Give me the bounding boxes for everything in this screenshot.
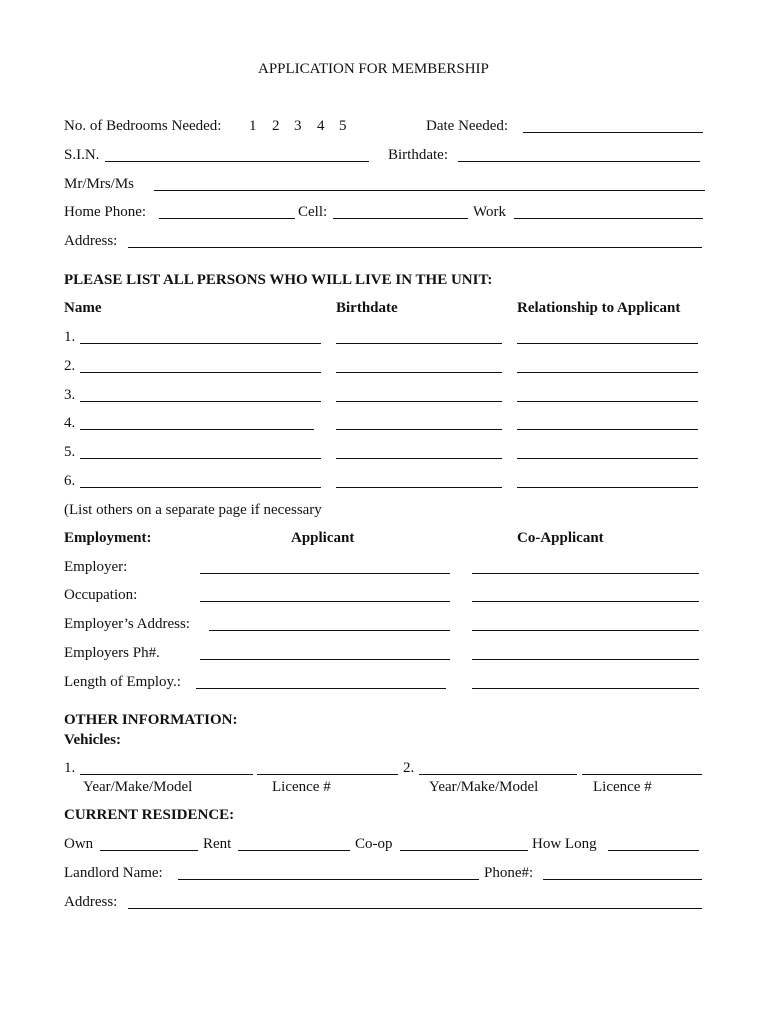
landlord-name-label: Landlord Name: <box>64 865 163 881</box>
employer-coapplicant-field[interactable] <box>472 573 699 574</box>
length-of-employment-coapplicant-field[interactable] <box>472 688 699 689</box>
occupation-coapplicant-field[interactable] <box>472 601 699 602</box>
vehicle-1-year-make-model-field[interactable] <box>80 774 253 775</box>
persons-note: (List others on a separate page if necessary <box>64 502 322 518</box>
length-of-employment-applicant-field[interactable] <box>196 688 446 689</box>
vehicle-2-year-make-model-caption: Year/Make/Model <box>429 779 539 795</box>
employer-phone-label: Employers Ph#. <box>64 645 160 661</box>
employer-applicant-field[interactable] <box>200 573 450 574</box>
person-3-relationship-field[interactable] <box>517 401 698 402</box>
person-5-name-field[interactable] <box>80 458 321 459</box>
vehicle-2-licence-caption: Licence # <box>593 779 652 795</box>
bedroom-option-3[interactable]: 3 <box>294 118 302 134</box>
landlord-name-field[interactable] <box>178 879 479 880</box>
landlord-phone-field[interactable] <box>543 879 702 880</box>
person-4-birthdate-field[interactable] <box>336 429 502 430</box>
person-2-birthdate-field[interactable] <box>336 372 502 373</box>
occupation-label: Occupation: <box>64 587 138 603</box>
home-phone-field[interactable] <box>159 218 295 219</box>
column-co-applicant: Co-Applicant <box>517 530 604 546</box>
name-label: Mr/Mrs/Ms <box>64 176 135 192</box>
form-title: APPLICATION FOR MEMBERSHIP <box>258 61 489 77</box>
vehicle-2-licence-field[interactable] <box>582 774 702 775</box>
employer-address-applicant-field[interactable] <box>209 630 450 631</box>
cell-field[interactable] <box>333 218 468 219</box>
employer-phone-applicant-field[interactable] <box>200 659 450 660</box>
own-field[interactable] <box>100 850 198 851</box>
sin-field[interactable] <box>105 161 369 162</box>
vehicle-1-label: 1. <box>64 760 76 776</box>
coop-field[interactable] <box>400 850 528 851</box>
vehicle-1-year-make-model-caption: Year/Make/Model <box>83 779 193 795</box>
coop-label: Co-op <box>355 836 393 852</box>
person-5-relationship-field[interactable] <box>517 458 698 459</box>
landlord-phone-label: Phone#: <box>484 865 534 881</box>
bedrooms-label: No. of Bedrooms Needed: <box>64 118 222 134</box>
occupation-applicant-field[interactable] <box>200 601 450 602</box>
person-1-relationship-field[interactable] <box>517 343 698 344</box>
home-phone-label: Home Phone: <box>64 204 147 220</box>
vehicles-label: Vehicles: <box>64 732 121 748</box>
sin-label: S.I.N. <box>64 147 100 163</box>
birthdate-label: Birthdate: <box>388 147 448 163</box>
person-6-relationship-field[interactable] <box>517 487 698 488</box>
vehicle-2-year-make-model-field[interactable] <box>419 774 577 775</box>
bedroom-option-2[interactable]: 2 <box>272 118 280 134</box>
employer-label: Employer: <box>64 559 128 575</box>
rent-label: Rent <box>203 836 232 852</box>
column-name: Name <box>64 300 102 316</box>
persons-heading: PLEASE LIST ALL PERSONS WHO WILL LIVE IN THE UNIT: <box>64 272 493 288</box>
vehicle-1-licence-field[interactable] <box>257 774 398 775</box>
vehicle-1-licence-caption: Licence # <box>272 779 331 795</box>
employer-address-coapplicant-field[interactable] <box>472 630 699 631</box>
person-4-name-field[interactable] <box>80 429 314 430</box>
person-6-name-field[interactable] <box>80 487 321 488</box>
address-field[interactable] <box>128 247 702 248</box>
person-2-name-field[interactable] <box>80 372 321 373</box>
vehicle-2-label: 2. <box>403 760 415 776</box>
work-label: Work <box>473 204 506 220</box>
person-4-relationship-field[interactable] <box>517 429 698 430</box>
cell-label: Cell: <box>298 204 328 220</box>
how-long-label: How Long <box>532 836 597 852</box>
employer-address-label: Employer’s Address: <box>64 616 190 632</box>
residence-address-field[interactable] <box>128 908 702 909</box>
person-row-number: 5. <box>64 444 76 460</box>
rent-field[interactable] <box>238 850 350 851</box>
person-3-birthdate-field[interactable] <box>336 401 502 402</box>
own-label: Own <box>64 836 94 852</box>
bedroom-option-4[interactable]: 4 <box>317 118 325 134</box>
column-birthdate: Birthdate <box>336 300 398 316</box>
person-5-birthdate-field[interactable] <box>336 458 502 459</box>
birthdate-field[interactable] <box>458 161 700 162</box>
person-6-birthdate-field[interactable] <box>336 487 502 488</box>
person-row-number: 4. <box>64 415 76 431</box>
person-row-number: 1. <box>64 329 76 345</box>
current-residence-heading: CURRENT RESIDENCE: <box>64 807 235 823</box>
person-1-birthdate-field[interactable] <box>336 343 502 344</box>
person-row-number: 2. <box>64 358 76 374</box>
work-phone-field[interactable] <box>514 218 703 219</box>
employment-heading: Employment: <box>64 530 152 546</box>
date-needed-label: Date Needed: <box>426 118 509 134</box>
other-information-heading: OTHER INFORMATION: <box>64 712 238 728</box>
date-needed-field[interactable] <box>523 132 703 133</box>
person-1-name-field[interactable] <box>80 343 321 344</box>
name-field[interactable] <box>154 190 705 191</box>
column-applicant: Applicant <box>291 530 355 546</box>
bedroom-option-1[interactable]: 1 <box>249 118 257 134</box>
residence-address-label: Address: <box>64 894 118 910</box>
length-of-employment-label: Length of Employ.: <box>64 674 181 690</box>
person-row-number: 3. <box>64 387 76 403</box>
employer-phone-coapplicant-field[interactable] <box>472 659 699 660</box>
person-3-name-field[interactable] <box>80 401 321 402</box>
person-2-relationship-field[interactable] <box>517 372 698 373</box>
column-relationship: Relationship to Applicant <box>517 300 681 316</box>
bedroom-option-5[interactable]: 5 <box>339 118 347 134</box>
address-label: Address: <box>64 233 118 249</box>
how-long-field[interactable] <box>608 850 699 851</box>
person-row-number: 6. <box>64 473 76 489</box>
